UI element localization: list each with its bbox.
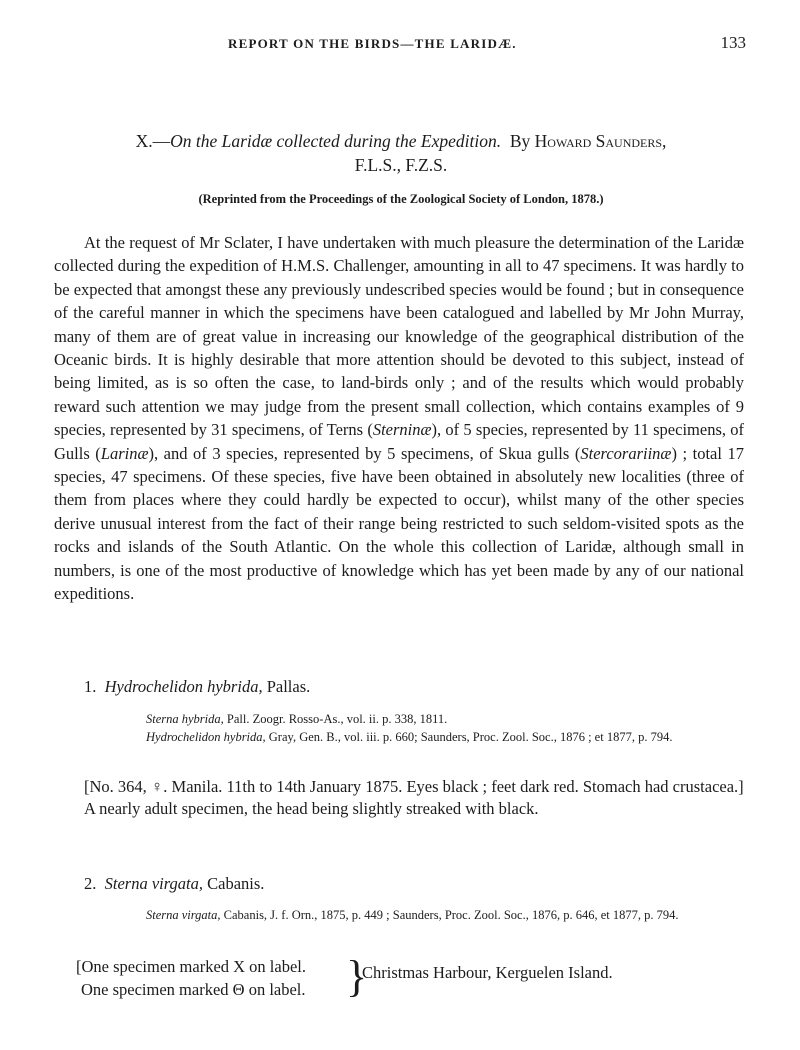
synonym-name: Sterna hybrida, xyxy=(146,712,224,726)
label-lines xyxy=(76,955,306,1001)
specimen-note-1 xyxy=(54,776,744,820)
synonym-ref: Cabanis, J. f. Orn., 1875, p. 449 ; Saunders, Proc. Zool. Soc., 1876, p. 646, et 1877, p. 794. xyxy=(223,908,679,922)
intro-text-2: ), of 5 species, represented by 11 specimens, of Gulls ( xyxy=(54,420,744,463)
synonym-name: Hydrochelidon hybrida, xyxy=(146,730,266,744)
intro-taxon-stercorariinae: Stercorariinæ xyxy=(580,443,672,463)
author-name: Howard Saunders, xyxy=(534,131,667,151)
synonym-name: Sterna virgata, xyxy=(146,908,221,922)
specimen-label-text: [No. 364, ♀. Manila. 11th to 14th January 1875. Eyes black ; feet dark red. Stomach had crustacea.] xyxy=(84,777,744,796)
title-italic: On the Laridæ collected during the Expedition. xyxy=(170,131,502,151)
species-name: Sterna virgata, xyxy=(104,874,204,893)
species-name: Hydrochelidon hybrida, xyxy=(104,677,263,696)
synonymy-2 xyxy=(146,906,746,924)
running-head xyxy=(0,33,800,58)
intro-taxon-sterninae: Sterninæ xyxy=(372,420,432,440)
intro-text-4: ) ; total 17 species, 47 specimens. Of these species, five have been obtained in absolutely new localities (three of them from places where they could hardly be expected to occur), whilst many of the other species derive unusual interest from the fact of their range being restricted to such seldom-visited spots as the rocks and islands of the South Atlantic. On the whole this collection of Laridæ, although small in numbers, is one of the most productive of knowledge which has yet been made by any of our national expeditions. xyxy=(54,443,745,604)
intro-text-3: ), and of 3 species, represented by 5 specimens, of Skua gulls ( xyxy=(148,443,581,463)
species-heading-1 xyxy=(84,677,310,697)
species-number: 1. xyxy=(84,677,97,696)
title-line-1 xyxy=(56,129,746,153)
title-by: By xyxy=(509,131,531,151)
intro-paragraph xyxy=(54,231,744,606)
label-line: One specimen marked Θ on label. xyxy=(81,980,306,999)
brace: } xyxy=(346,952,368,1001)
article-title xyxy=(56,129,746,177)
locality: Christmas Harbour, Kerguelen Island. xyxy=(362,963,613,982)
running-title: REPORT ON THE BIRDS—THE LARIDÆ. xyxy=(228,36,517,51)
species-authority: Pallas. xyxy=(266,677,311,696)
synonym-ref: Gray, Gen. B., vol. iii. p. 660; Saunders, Proc. Zool. Soc., 1876 ; et 1877, p. 794. xyxy=(268,730,673,744)
intro-taxon-larinae: Larinæ xyxy=(100,443,149,463)
species-authority: Cabanis. xyxy=(207,874,265,893)
species-number: 2. xyxy=(84,874,97,893)
specimen-remark: A nearly adult specimen, the head being slightly streaked with black. xyxy=(84,799,539,818)
reprint-note: (Reprinted from the Proceedings of the Zoological Society of London, 1878.) xyxy=(198,192,604,206)
species-heading-2 xyxy=(84,874,264,894)
synonymy-1 xyxy=(146,710,746,746)
synonym-ref: Pall. Zoogr. Rosso-As., vol. ii. p. 338, 1811. xyxy=(226,712,448,726)
synonym-line xyxy=(146,728,746,746)
page-number: 133 xyxy=(720,33,746,52)
label-line: [One specimen marked X on label. xyxy=(76,957,307,976)
title-line-2 xyxy=(56,153,746,177)
author-credentials: F.L.S., F.Z.S. xyxy=(354,155,448,175)
intro-text-1: At the request of Mr Sclater, I have undertaken with much pleasure the determination of the Laridæ collected during the expedition of H.M.S. Challenger, amounting in all to 47 specimens. It was hardly to be expected that amongst these any previously undescribed species would be found ; but in consequence of the careful manner in which the specimens have been catalogued and labelled by Mr John Murray, many of them are of great value in increasing our knowledge of the geographical distribution of the Oceanic birds. It is highly desirable that more attention should be devoted to this subject, instead of being limited, as is so often the case, to land-birds only ; and of the results which would probably reward such attention we may judge from the present small collection, which contains examples of 9 species, represented by 31 specimens, of Terns ( xyxy=(54,233,744,440)
synonym-line xyxy=(146,710,746,728)
title-prefix: X.— xyxy=(135,131,171,151)
synonym-line xyxy=(146,906,746,924)
